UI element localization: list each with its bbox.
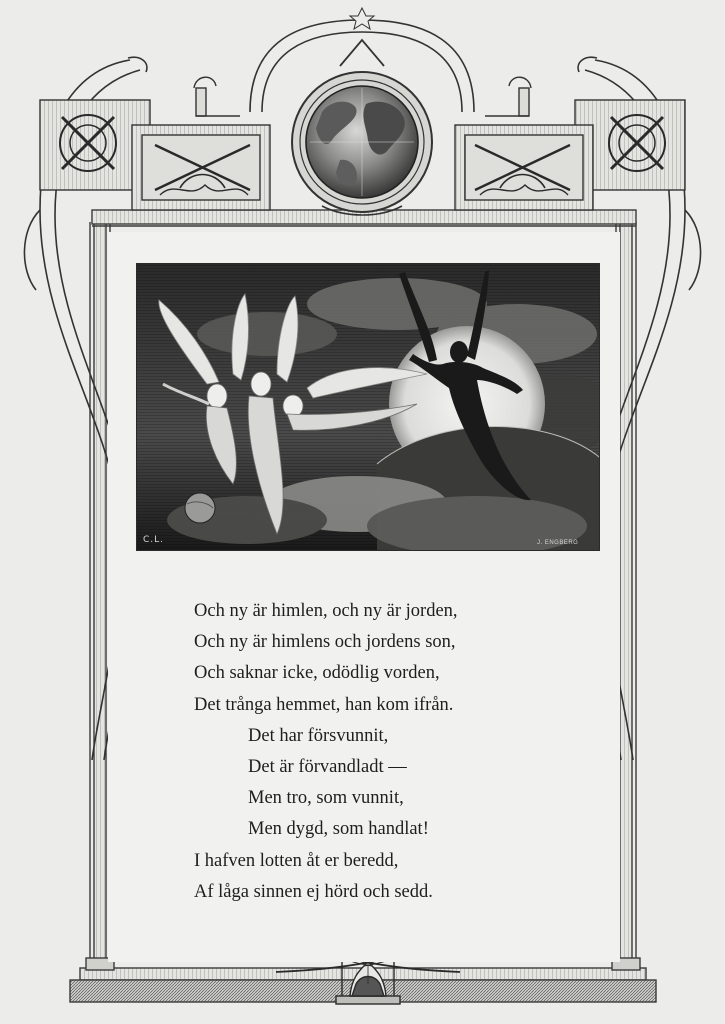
- engraving-illustration: [136, 263, 600, 551]
- left-side-band: [90, 222, 110, 975]
- poem-line: I hafven lotten åt er beredd,: [194, 850, 399, 871]
- poem-line-indented: Det är förvandladt —: [248, 756, 407, 777]
- poem-line: Det trånga hemmet, han kom ifrån.: [194, 694, 454, 715]
- poem-line: Och ny är himlens och jordens son,: [194, 632, 456, 653]
- poem-line-indented: Men dygd, som handlat!: [248, 819, 429, 840]
- signature-left: C.L.: [143, 535, 165, 545]
- small-planet: [185, 493, 215, 523]
- poem-line-indented: Men tro, som vunnit,: [248, 788, 404, 809]
- poem-line-indented: Det har försvunnit,: [248, 725, 389, 746]
- poem-line: Och saknar icke, odödlig vorden,: [194, 663, 440, 684]
- lamp-icon: [485, 77, 531, 116]
- globe-icon: [292, 72, 432, 215]
- poem-stanza: [194, 596, 574, 908]
- signature-right: J. ENGBERG: [537, 540, 579, 546]
- lamp-icon: [194, 77, 240, 116]
- poem-line: Och ny är himlen, och ny är jorden,: [194, 601, 458, 621]
- poem-line: Af låga sinnen ej hörd och sedd.: [194, 881, 433, 902]
